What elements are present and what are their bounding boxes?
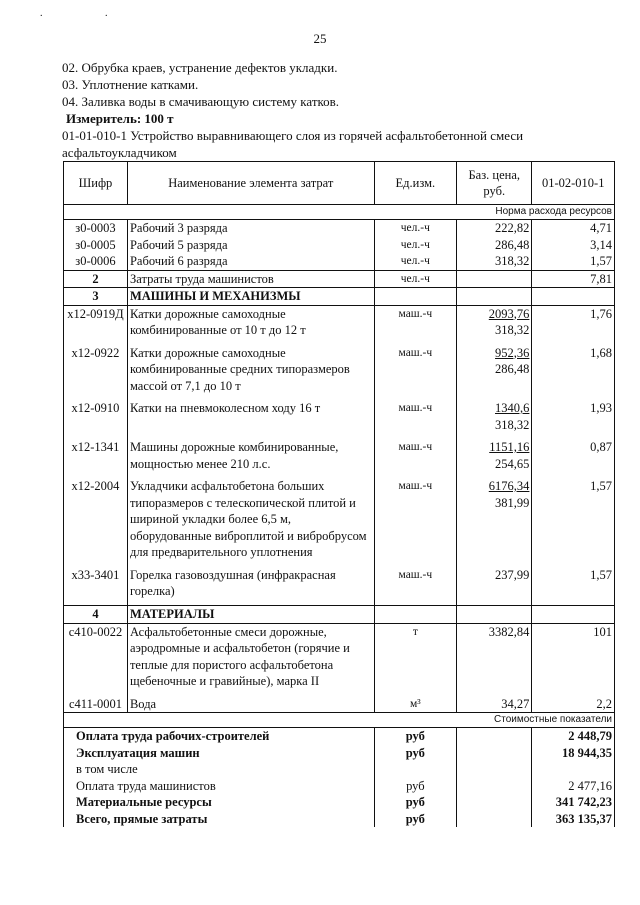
summary-label: в том числе (64, 761, 375, 778)
resource-norm: 4,71 (532, 220, 615, 237)
table-row (64, 623, 615, 690)
table-row (64, 237, 615, 254)
resource-name: Катки дорожные самоходные комбинированные от 10 т до 12 т (127, 305, 374, 339)
resource-name: Рабочий 3 разряда (127, 220, 374, 237)
resource-price: 3382,84 (457, 623, 532, 690)
resource-name: Укладчики асфальтобетона больших типоразмеров с телескопической плитой и шириной укладки более 6,5 м, оборудованные виброплитой и вибробрусом для предварительного уплотнения (127, 478, 374, 561)
summary-label: Эксплуатация машин (64, 745, 375, 762)
work-step-4: 04. Заливка воды в смачивающую систему катков. (62, 94, 340, 109)
resource-price: 286,48 (457, 237, 532, 254)
resource-code: з0-0003 (64, 220, 128, 237)
resource-unit: т (374, 623, 457, 690)
resource-name: Рабочий 5 разряда (127, 237, 374, 254)
table-row (64, 567, 615, 600)
machinist-wage-price: 286,48 (495, 362, 530, 376)
empty-cell (457, 745, 532, 762)
resource-unit: маш.-ч (374, 567, 457, 600)
empty-cell (457, 288, 532, 306)
header-unit: Ед.изм. (374, 162, 457, 205)
scan-marks: . . (40, 8, 138, 19)
resource-norm: 101 (532, 623, 615, 690)
summary-value: 2 477,16 (532, 778, 615, 795)
resource-norm: 1,57 (532, 253, 615, 270)
resource-price: 222,82 (457, 220, 532, 237)
resource-unit: чел.-ч (374, 220, 457, 237)
table-row (64, 400, 615, 433)
summary-row (64, 778, 615, 795)
summary-unit: руб (374, 778, 457, 795)
resource-unit: чел.-ч (374, 237, 457, 254)
table-row (64, 220, 615, 237)
machinist-wage-price: 318,32 (495, 323, 530, 337)
table-row (64, 253, 615, 270)
resource-name: Рабочий 6 разряда (127, 253, 374, 270)
base-price: 1340,6 (495, 401, 530, 415)
section-number: 2 (64, 270, 128, 288)
resource-norm-table (63, 161, 615, 827)
empty-cell (374, 288, 457, 306)
empty-cell (457, 778, 532, 795)
resource-code: з0-0006 (64, 253, 128, 270)
empty-cell (532, 288, 615, 306)
resource-price (457, 305, 532, 339)
section-row (64, 288, 615, 306)
summary-value: 363 135,37 (532, 811, 615, 828)
empty-cell (457, 728, 532, 745)
table-row (64, 345, 615, 395)
base-price: 237,99 (495, 567, 530, 582)
norm-title: 01-01-010-1 Устройство выравнивающего слоя из горячей асфальтобетонной смеси (62, 128, 524, 143)
base-price: 1151,16 (489, 440, 530, 454)
empty-cell (374, 606, 457, 624)
resource-name: Асфальтобетонные смеси дорожные, аэродромные и асфальтобетон (горячие и теплые для пористого асфальтобетона щебеночные и гравийные), марка II (127, 623, 374, 690)
header-price: Баз. цена, руб. (457, 162, 532, 205)
resource-unit: маш.-ч (374, 400, 457, 433)
summary-row (64, 728, 615, 745)
resource-price (457, 345, 532, 395)
cost-caption-row (64, 713, 615, 728)
resource-norm: 0,87 (532, 439, 615, 472)
resource-unit: маш.-ч (374, 478, 457, 561)
cost-caption: Стоимостные показатели (64, 713, 615, 728)
header-norm: 01-02-010-1 (532, 162, 615, 205)
resource-price (457, 400, 532, 433)
norm-caption: Норма расхода ресурсов (64, 205, 615, 220)
work-description (62, 59, 622, 161)
summary-label: Всего, прямые затраты (64, 811, 375, 828)
resource-unit: маш.-ч (374, 305, 457, 339)
base-price: 6176,34 (488, 479, 530, 493)
resource-price (457, 478, 532, 561)
empty-cell (457, 606, 532, 624)
table-row (64, 439, 615, 472)
base-price: 952,36 (495, 345, 530, 360)
summary-label: Оплата труда рабочих-строителей (64, 728, 375, 745)
resource-price: 318,32 (457, 253, 532, 270)
work-step-3: 03. Уплотнение катками. (62, 77, 199, 92)
resource-price (457, 439, 532, 472)
resource-norm: 1,57 (532, 567, 615, 600)
resource-unit: чел.-ч (374, 270, 457, 288)
resource-name: Машины дорожные комбинированные, мощностью менее 210 л.с. (127, 439, 374, 472)
resource-code: х12-0910 (64, 400, 128, 433)
empty-cell (457, 761, 532, 778)
resource-price: 34,27 (457, 696, 532, 713)
work-step-2: 02. Обрубка краев, устранение дефектов укладки. (62, 60, 338, 75)
machinist-wage-price: 254,65 (495, 456, 530, 471)
resource-name: Вода (127, 696, 374, 713)
table-row (64, 305, 615, 339)
resource-unit: маш.-ч (374, 345, 457, 395)
summary-value: 2 448,79 (532, 728, 615, 745)
summary-value: 341 742,23 (532, 794, 615, 811)
header-name: Наименование элемента затрат (127, 162, 374, 205)
summary-value: 18 944,35 (532, 745, 615, 762)
measure-unit: Измеритель: 100 т (66, 111, 174, 126)
resource-code: х33-3401 (64, 567, 128, 600)
resource-norm: 3,14 (532, 237, 615, 254)
section-number: 4 (64, 606, 128, 624)
resource-code: з0-0005 (64, 237, 128, 254)
resource-norm: 2,2 (532, 696, 615, 713)
summary-row (64, 761, 615, 778)
resource-name: Катки на пневмоколесном ходу 16 т (127, 400, 374, 433)
resource-name: Катки дорожные самоходные комбинированные средних типоразмеров массой от 7,1 до 10 т (127, 345, 374, 395)
empty-cell (457, 811, 532, 828)
resource-unit: м³ (374, 696, 457, 713)
summary-row (64, 745, 615, 762)
summary-row (64, 811, 615, 828)
table-row (64, 478, 615, 561)
resource-norm: 1,76 (532, 305, 615, 339)
resource-code: х12-2004 (64, 478, 128, 561)
table-row (64, 696, 615, 713)
resource-name: Горелка газовоздушная (инфракрасная горелка) (127, 567, 374, 600)
resource-norm: 1,68 (532, 345, 615, 395)
summary-value (532, 761, 615, 778)
summary-label: Материальные ресурсы (64, 794, 375, 811)
resource-code: с410-0022 (64, 623, 128, 690)
summary-unit: руб (374, 811, 457, 828)
resource-norm: 7,81 (532, 270, 615, 288)
resource-name: Затраты труда машинистов (127, 270, 374, 288)
resource-price (457, 567, 532, 600)
summary-unit: руб (374, 745, 457, 762)
summary-unit (374, 761, 457, 778)
section-title: МАШИНЫ И МЕХАНИЗМЫ (127, 288, 374, 306)
summary-unit: руб (374, 794, 457, 811)
table-header-row (64, 162, 615, 205)
norm-title-continued: асфальтоукладчиком (62, 145, 177, 160)
section-number: 3 (64, 288, 128, 306)
summary-unit: руб (374, 728, 457, 745)
resource-norm: 1,93 (532, 400, 615, 433)
header-code: Шифр (64, 162, 128, 205)
resource-code: х12-1341 (64, 439, 128, 472)
resource-code: с411-0001 (64, 696, 128, 713)
summary-row (64, 794, 615, 811)
base-price: 2093,76 (488, 306, 530, 321)
section-title: МАТЕРИАЛЫ (127, 606, 374, 624)
resource-code: х12-0922 (64, 345, 128, 395)
table-row (64, 270, 615, 288)
empty-cell (532, 606, 615, 624)
resource-code: х12-0919Д (64, 305, 128, 339)
norm-caption-row (64, 205, 615, 220)
resource-unit: маш.-ч (374, 439, 457, 472)
resource-norm: 1,57 (532, 478, 615, 561)
empty-cell (457, 794, 532, 811)
resource-price (457, 270, 532, 288)
section-row (64, 606, 615, 624)
resource-unit: чел.-ч (374, 253, 457, 270)
machinist-wage-price: 381,99 (495, 495, 530, 510)
summary-label: Оплата труда машинистов (64, 778, 375, 795)
page-number: 25 (313, 31, 327, 46)
machinist-wage-price: 318,32 (495, 417, 530, 432)
